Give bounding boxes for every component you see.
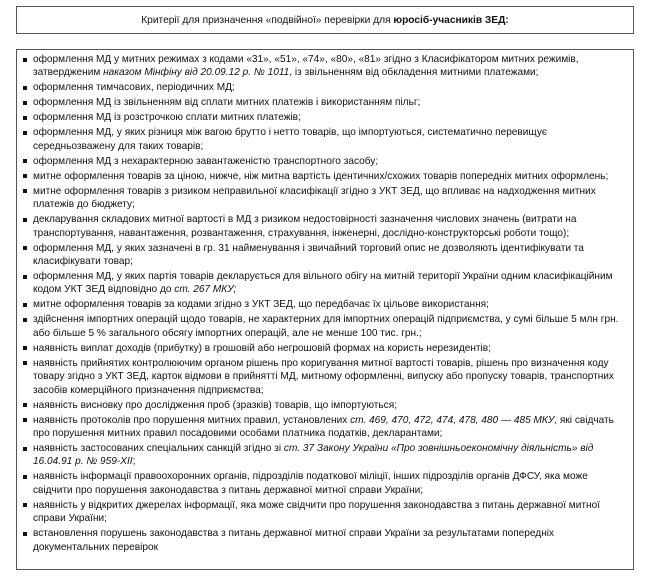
criteria-text: встановлення порушень законодавства з питань державної митної справи України за результатами попередніх документальних перевірок bbox=[33, 528, 555, 553]
square-bullet-icon bbox=[23, 503, 27, 507]
criteria-item bbox=[23, 213, 627, 240]
criteria-item bbox=[23, 96, 627, 109]
criteria-item bbox=[23, 53, 627, 80]
criteria-item bbox=[23, 470, 627, 497]
criteria-text: наявність виплат доходів (прибутку) в грошовій або негрошовій формах на користь нерезидентів; bbox=[33, 342, 491, 354]
square-bullet-icon bbox=[23, 174, 27, 178]
criteria-item bbox=[23, 399, 627, 412]
square-bullet-icon bbox=[23, 318, 27, 322]
criteria-item bbox=[23, 298, 627, 311]
criteria-item bbox=[23, 242, 627, 269]
square-bullet-icon bbox=[23, 346, 27, 350]
criteria-item bbox=[23, 155, 627, 168]
criteria-item bbox=[23, 442, 627, 469]
criteria-text: оформлення тимчасових, періодичних МД; bbox=[33, 82, 235, 94]
criteria-box bbox=[16, 49, 634, 570]
criteria-item bbox=[23, 313, 627, 340]
square-bullet-icon bbox=[23, 116, 27, 120]
criteria-text: оформлення МД із розстрочкою сплати митних платежів; bbox=[33, 112, 301, 124]
criteria-item bbox=[23, 527, 627, 554]
square-bullet-icon bbox=[23, 58, 27, 62]
criteria-text: наявність у відкритих джерелах інформації, яка може свідчити про порушення законодавства з питань державної митної справи України; bbox=[33, 499, 600, 525]
criteria-text: ; bbox=[132, 456, 136, 468]
title-text bbox=[141, 15, 509, 26]
criteria-text: оформлення МД із звільненням від сплати митних платежів і використанням пільг; bbox=[33, 97, 421, 109]
title-box bbox=[16, 6, 634, 34]
criteria-item bbox=[23, 270, 627, 297]
square-bullet-icon bbox=[23, 275, 27, 279]
criteria-text: оформлення МД, у яких різниця між вагою брутто і нетто товарів, що імпортуються, систематично перевищує середньозважену для таких товарів; bbox=[33, 127, 548, 152]
criteria-item bbox=[23, 81, 627, 94]
criteria-item bbox=[23, 126, 627, 153]
square-bullet-icon bbox=[23, 246, 27, 250]
square-bullet-icon bbox=[23, 303, 27, 307]
square-bullet-icon bbox=[23, 418, 27, 422]
document-page bbox=[0, 6, 650, 584]
criteria-item bbox=[23, 414, 627, 441]
criteria-item bbox=[23, 357, 627, 397]
criteria-item bbox=[23, 342, 627, 355]
square-bullet-icon bbox=[23, 532, 27, 536]
criteria-item bbox=[23, 111, 627, 124]
square-bullet-icon bbox=[23, 189, 27, 193]
criteria-text: наявність висновку про дослідження проб (зразків) товарів, що імпортуються; bbox=[33, 399, 398, 411]
square-bullet-icon bbox=[23, 475, 27, 479]
square-bullet-icon bbox=[23, 403, 27, 407]
square-bullet-icon bbox=[23, 101, 27, 105]
criteria-text: оформлення МД у митних режимах з кодами «31», «51», «74», «80», «81» згідно з Класифікатором митних режимів, затвердженим bbox=[33, 54, 579, 79]
criteria-text: наявність протоколів про порушення митних правил, установлених bbox=[33, 414, 351, 426]
title-prefix: Критерії для призначення «подвійної» перевірки для bbox=[141, 14, 394, 26]
criteria-text: наявність інформації правоохоронних органів, підрозділів податкової міліції, інших підрозділів органів ДФСУ, яка може свідчити про порушення законодавства з питань державної митної справи України; bbox=[33, 471, 588, 496]
criteria-list bbox=[23, 53, 627, 554]
square-bullet-icon bbox=[23, 159, 27, 163]
criteria-legal-reference: наказом Мінфіну від 20.09.12 р. № 1011 bbox=[103, 67, 290, 79]
criteria-text: здійснення імпортних операцій щодо товарів, не характерних для імпортних операцій підприємства, у сумі більше 5 млн грн. або більше 5 % загального обсягу імпортних операцій, але не менше 100 тис. грн.; bbox=[33, 314, 619, 339]
criteria-text: , які свідчать про порушення митних правил посадовими особами платника податків, декларантами; bbox=[33, 414, 614, 440]
square-bullet-icon bbox=[23, 361, 27, 365]
criteria-text: митне оформлення товарів за ціною, нижче, ніж митна вартість ідентичних/схожих товарів попередніх митних оформлень; bbox=[33, 170, 609, 182]
criteria-text: митне оформлення товарів за кодами згідно з УКТ ЗЕД, що передбачає їх цільове використання; bbox=[33, 299, 489, 311]
criteria-text: митне оформлення товарів з ризиком неправильної класифікації згідно з УКТ ЗЕД, що впливає на надходження митних платежів до бюджету; bbox=[33, 185, 596, 211]
criteria-item bbox=[23, 185, 627, 212]
criteria-text: наявність застосованих спеціальних санкцій згідно зі bbox=[33, 443, 284, 455]
criteria-text: оформлення МД, у яких партія товарів декларується для вільного обігу на митній території України одним класифікаційним кодом УКТ ЗЕД відповідно до bbox=[33, 271, 613, 296]
criteria-item bbox=[23, 499, 627, 526]
criteria-legal-reference: ст. 267 МКУ; bbox=[174, 284, 237, 296]
criteria-text: , із звільненням від обкладення митними платежами; bbox=[289, 67, 539, 79]
criteria-text: оформлення МД з нехарактерною завантаженістю транспортного засобу; bbox=[33, 155, 379, 167]
square-bullet-icon bbox=[23, 447, 27, 451]
criteria-legal-reference: ст. 37 Закону України «Про зовнішньоекономічну діяльність» від 16.04.91 р. № 959-XII bbox=[33, 443, 594, 468]
square-bullet-icon bbox=[23, 131, 27, 135]
criteria-text: декларування складових митної вартості в МД з ризиком недостовірності зазначення числових значень (витрати на транспортування, навантаження, розвантаження, страхування, інженерні, дослідно-конструкторські роботи тощо); bbox=[33, 214, 577, 239]
square-bullet-icon bbox=[23, 86, 27, 90]
square-bullet-icon bbox=[23, 218, 27, 222]
title-emphasis: юросіб-учасників ЗЕД: bbox=[393, 14, 509, 26]
criteria-item bbox=[23, 170, 627, 183]
criteria-text: оформлення МД, у яких зазначені в гр. 31 найменування і звичайний торговий опис не дозволяють ідентифікувати та класифікувати товар; bbox=[33, 242, 584, 268]
criteria-text: наявність прийнятих контролюючим органом рішень про коригування митної вартості товарів, рішень про визначення коду товару згідно з УКТ ЗЕД, карток відмови в прийнятті МД, митному оформленні, випуску або пропуску товарів, транспортних засобів комерційного призначення підприємства; bbox=[33, 357, 614, 396]
criteria-legal-reference: ст. 469, 470, 472, 474, 478, 480 — 485 МКУ bbox=[350, 414, 555, 426]
